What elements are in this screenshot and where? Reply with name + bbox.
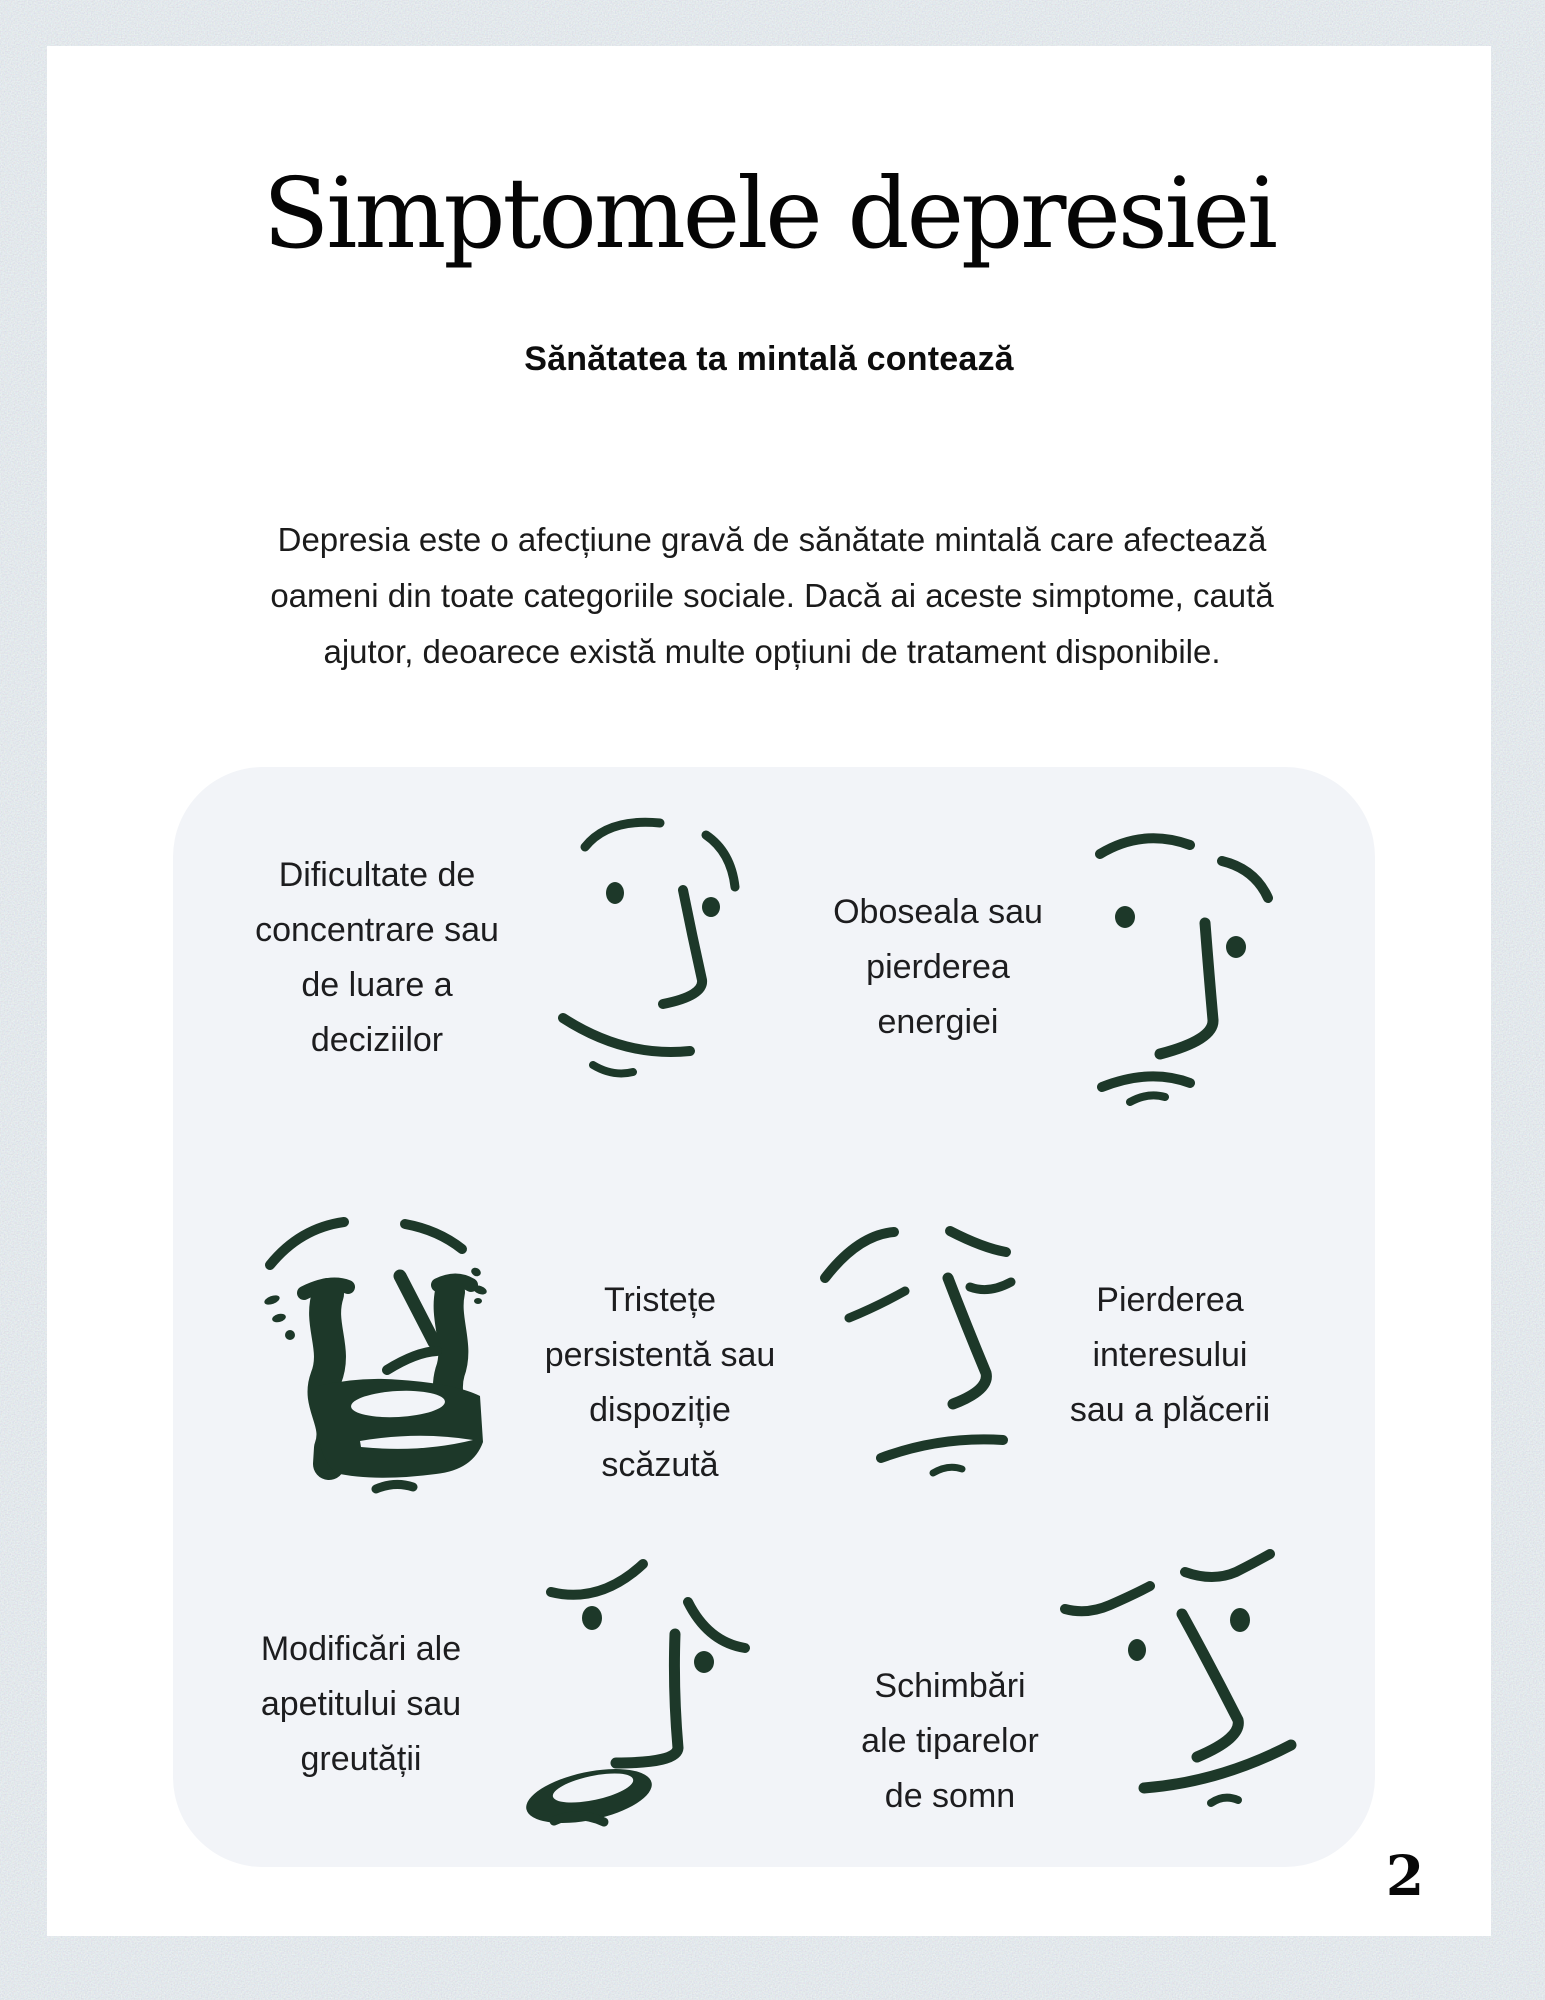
page-number: 2 (1385, 1843, 1425, 1908)
face-anxious-icon (1030, 1510, 1320, 1830)
face-apathetic-icon (790, 1190, 1070, 1480)
intro-paragraph: Depresia este o afecțiune gravă de sănătate mintală care afectează oameni din toate categoriile sociale. Dacă ai aceste simptome, caută ajutor, deoarece există multe opțiuni de tratament disponibile. (270, 521, 1274, 670)
symptom-label-sadness: Tristețe persistentă sau dispoziție scăzută (544, 1281, 776, 1484)
face-worried-icon (500, 1520, 780, 1840)
symptom-label-concentration: Dificultate de concentrare sau de luare a deciziilor (255, 856, 499, 1059)
symptom-label-sleep: Schimbări ale tiparelor de somn (861, 1667, 1039, 1815)
symptom-label-interest-loss: Pierderea interesului sau a plăcerii (1069, 1281, 1271, 1429)
face-tired-icon (1050, 790, 1310, 1150)
face-crying-icon (240, 1190, 520, 1500)
page-title: Simptomele depresiei (262, 156, 1276, 270)
face-distracted-icon (530, 790, 780, 1080)
subtitle: Sănătatea ta mintală contează (524, 340, 1014, 378)
symptom-label-fatigue: Oboseala sau pierderea energiei (833, 893, 1043, 1041)
symptom-label-appetite: Modificări ale apetitului sau greutății (260, 1630, 462, 1778)
